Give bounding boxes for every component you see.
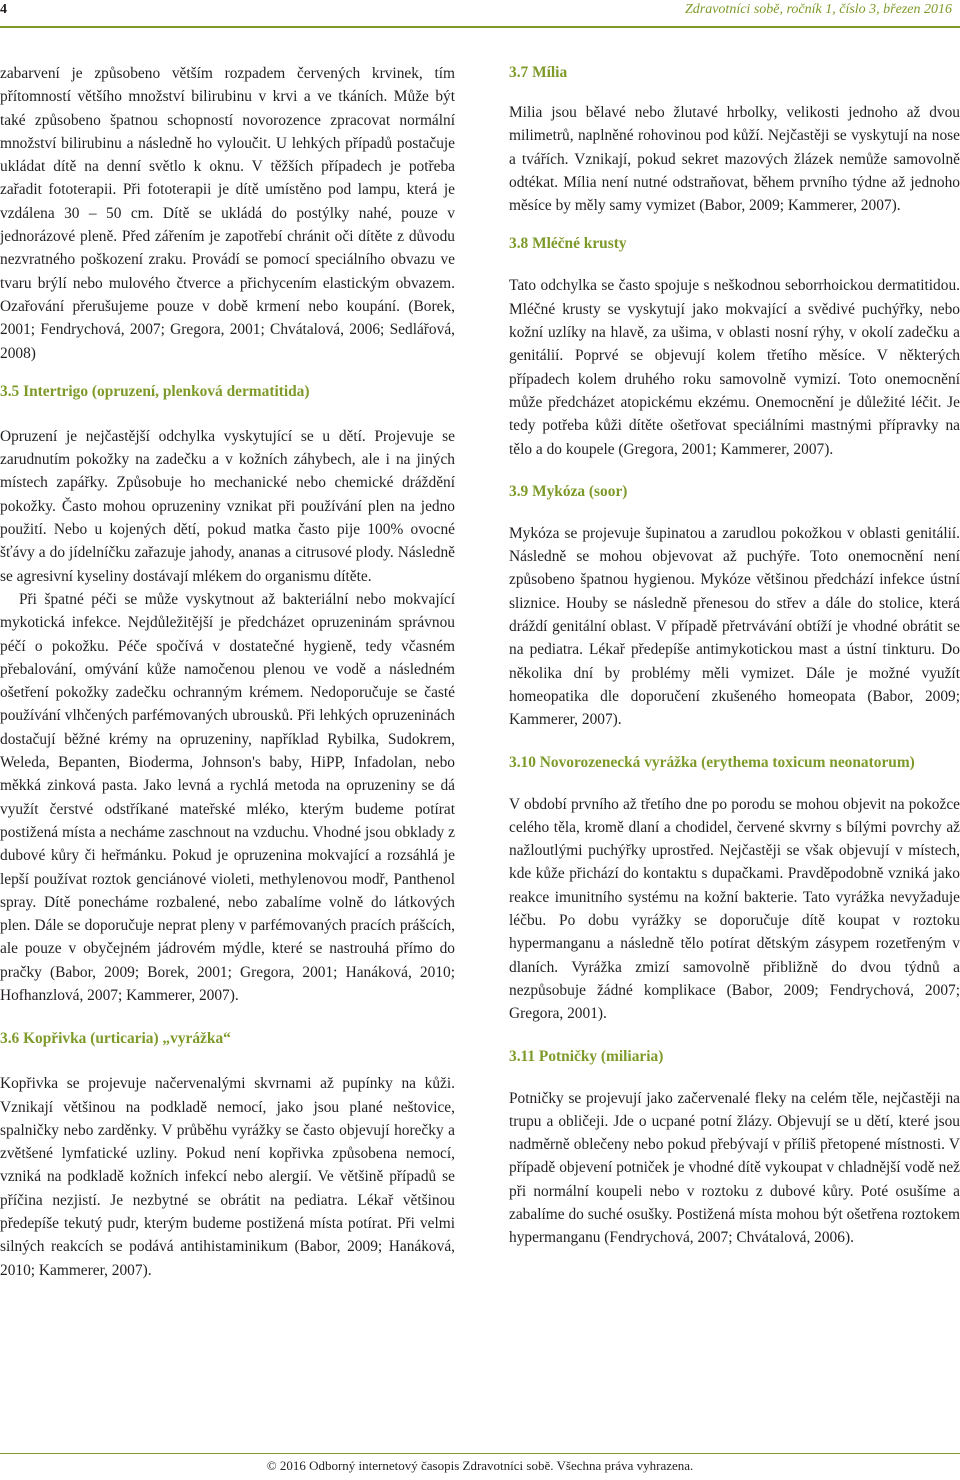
header-divider: [0, 26, 960, 28]
section-3-9-heading: 3.9 Mykóza (soor): [509, 482, 628, 500]
section-3-5-paragraph-1: Opruzení je nejčastější odchylka vyskytující se u dětí. Projevuje se zarudnutím pokožky na zadečku a v kožních záhybech, ale i na jiných místech zapářky. Způsobuje ho mechanické nebo chemické dráždění pokožky. Často mohou opruzeniny vznikat při používání plen na jedno použití. Nebo u kojených dětí, pokud matka často pije 100% ovocné šťávy a do jídelníčku zařazuje jahody, ananas a citrusové plody. Následně se agresivní kyseliny dostávají mlékem do organismu dítěte.: [0, 427, 455, 585]
section-3-10-heading: 3.10 Novorozenecká vyrážka (erythema toxicum neonatorum): [509, 753, 915, 771]
section-3-7-heading: 3.7 Mília: [509, 64, 568, 81]
section-3-5-paragraph-2: Při špatné péči se může vyskytnout až bakteriální nebo mokvající mykotická infekce. Nejdůležitější je předcházet opruzeninám správnou péčí o pokožku. Péče spočívá v dostatečné hygieně, tedy včasném přebalování, omývání kůže namočenou plenou ve vodě a následném ošetření pokožky zadečku ochranným krémem. Nedoporučuje se časté používání vlhčených parfémovaných ubrousků. Při lehkých opruzeninách dostačují běžné krémy na opruzeniny, například Rybilka, Sudokrem, Weleda, Bepanten, Bioderma, Johnson's baby, HiPP, Infadolan, nebo měkká zinková pasta. Jako levná a rychlá metoda na opruzeniny se dá využít čerstvé odstříkané mateřské mléko, kterým budeme potírat postižená místa a necháme zaschnout na vzduchu. Vhodné jsou obklady z dubové kůry či heřmánku. Pokud je opruzenina mokvající a rozsáhlá je lepší používat roztok genciánové violeti, methylenovou modř, Panthenol spray. Dítě ponecháme rozbalené, nebo zabalíme volně do látkových plen. Dále se doporučuje neprat pleny v parfémovaných pracích prášcích, ale pouze v obyčejném jádrovém mýdle, které se nastrouhá přímo do pračky (Babor, 2009; Borek, 2001; Gregora, 2001; Hanáková, 2010; Hofhanzlová, 2007; Kammerer, 2007).: [0, 590, 455, 1004]
section-3-9-paragraph-1: Mykóza se projevuje šupinatou a zarudlou pokožkou v oblasti genitálií. Následně se mohou objevovat až puchýře. Toto onemocnění není způsobeno špatnou hygienou. Mykóze většinou předchází infekce ústní sliznice. Houby se následně přenesou do střev a dále do stolice, která dráždí genitální oblast. V případě přetrvávání obtíží je vhodné obrátit se na pediatra. Lékař předepíše antimykotickou mast a ústní tinkturu. Do několika dní by problémy měli vymizet. Dále je možné využít homeopatika dle doporučení zkušeného homeopata (Babor, 2009; Kammerer, 2007).: [509, 524, 960, 729]
page-number: 4: [0, 2, 7, 17]
section-3-11-paragraph-1: Potničky se projevují jako začervenalé fleky na celém těle, nejčastěji na trupu a obličeji. Jde o ucpané potní žlázy. Objevují se u dětí, které jsou nadměrně oblečeny nebo pokud přebývají v příliš přetopené místnosti. V případě objevení potniček je vhodné dítě vykoupat v chladnější vodě než při normální koupeli nebo v roztoku z dubové kůry. Poté osušíme a zabalíme do suché osušky. Postižená místa mohou být ošetřena roztokem hypermanganu (Fendrychová, 2007; Chvátalová, 2006).: [509, 1089, 960, 1247]
left-column: [0, 62, 455, 1282]
section-3-8-heading: 3.8 Mléčné krusty: [509, 235, 627, 253]
section-3-6-heading: 3.6 Kopřivka (urticaria) „vyrážka“: [0, 1030, 231, 1048]
footer-copyright: © 2016 Odborný internetový časopis Zdravotníci sobě. Všechna práva vyhrazena.: [266, 1458, 694, 1473]
section-3-7-paragraph-1: Milia jsou bělavé nebo žlutavé hrbolky, velikosti jednoho až dvou milimetrů, naplněné rohovinou pod kůží. Nejčastěji se vyskytují na nose a tvářích. Vznikají, pokud sekret mazových žlázek nemůže samovolně odtékat. Mília není nutné odstraňovat, během prvního týdne až jednoho měsíce by měly samy vymizet (Babor, 2009; Kammerer, 2007).: [509, 104, 960, 215]
footer-divider: [0, 1453, 960, 1454]
section-3-8-paragraph-1: Tato odchylka se často spojuje s neškodnou seborrhoickou dermatitidou. Mléčné krusty se vyskytují jako mokvající a svědivé puchýřky, nebo kožní uzlíky na hlavě, za ušima, v oblasti nosní rýhy, v okolí zadečku a genitálií. Poprvé se objevují kolem třetího měsíce. V některých případech kolem druhého roku samovolně vymizí. Toto onemocnění může předcházet atopickému ekzému. Onemocnění je důležité léčit. Je tedy potřeba kůži dítěte ošetřovat speciálními mastnými přípravky na tělo a do koupele (Gregora, 2001; Kammerer, 2007).: [509, 277, 960, 458]
journal-title: Zdravotníci sobě, ročník 1, číslo 3, březen 2016: [684, 2, 952, 17]
intro-paragraph: zabarvení je způsobeno větším rozpadem červených krvinek, tím přítomností většího množství bilirubinu v krvi a ve tkáních. Může být také způsobeno špatnou schopností novorozence zpracovat normální množství bilirubinu a následně ho vyloučit. U lehkých případů postačuje ukládat dítě na denní světlo k oknu. V těžších případech je potřeba zařadit fototerapii. Při fototerapii je dítě umístěno pod lampu, která je vzdálena 30 – 50 cm. Dítě se ukládá do postýlky nahé, pouze v jednorázové pleně. Před zářením je zapotřebí chránit oči dítěte z důvodu nezvratného poškození zraku. Provádí se pomocí speciálního obvazu ve tvaru brýlí nebo mulového čtverce a přichycením elastickým obvazem. Ozařování přerušujeme pouze v době krmení nebo koupání. (Borek, 2001; Fendrychová, 2007; Gregora, 2001; Chvátalová, 2006; Sedlářová, 2008): [0, 65, 455, 362]
section-3-5-heading: 3.5 Intertrigo (opruzení, plenková dermatitida): [0, 382, 310, 400]
section-3-11-heading: 3.11 Potničky (miliaria): [509, 1047, 664, 1065]
section-3-10-paragraph-1: V období prvního až třetího dne po porodu se mohou objevit na pokožce celého těla, kromě dlaní a chodidel, červené skvrny s bílými povrchy až nažloutlými puchýřky uprostřed. Nejčastěji se však objevují v místech, kde kůže přichází do kontaktu s dupačkami. Pravděpodobně vzniká jako reakce imunitního systému na kožní bakterie. Tato vyrážka nevyžaduje léčbu. Po dobu vyrážky se doporučuje dítě koupat v roztoku hypermanganu a následně tělo potírat dětským zásypem rozetřeným v dlaních. Vyrážka zmizí samovolně přibližně do dvou týdnů a nezpůsobuje žádné komplikace (Babor, 2009; Fendrychová, 2007; Gregora, 2001).: [509, 795, 960, 1023]
right-column: [509, 62, 960, 1250]
section-3-6-paragraph-1: Kopřivka se projevuje načervenalými skvrnami až pupínky na kůži. Vznikají většinou na podkladě nemocí, jako jsou plané neštovice, spalničky nebo zarděnky. V průběhu vyrážky se často objevují horečky a zvětšené lymfatické uzliny. Pokud není kopřivka způsobena nemocí, vzniká na podkladě kožních infekcí nebo alergií. Ve většině případů se příčina nezjistí. Je nezbytné se obrátit na pediatra. Lékař většinou předepíše tekutý pudr, kterým budeme postižená místa potírat. Při velmi silných reakcích se podává antihistaminikum (Babor, 2009; Hanáková, 2010; Kammerer, 2007).: [0, 1075, 455, 1279]
